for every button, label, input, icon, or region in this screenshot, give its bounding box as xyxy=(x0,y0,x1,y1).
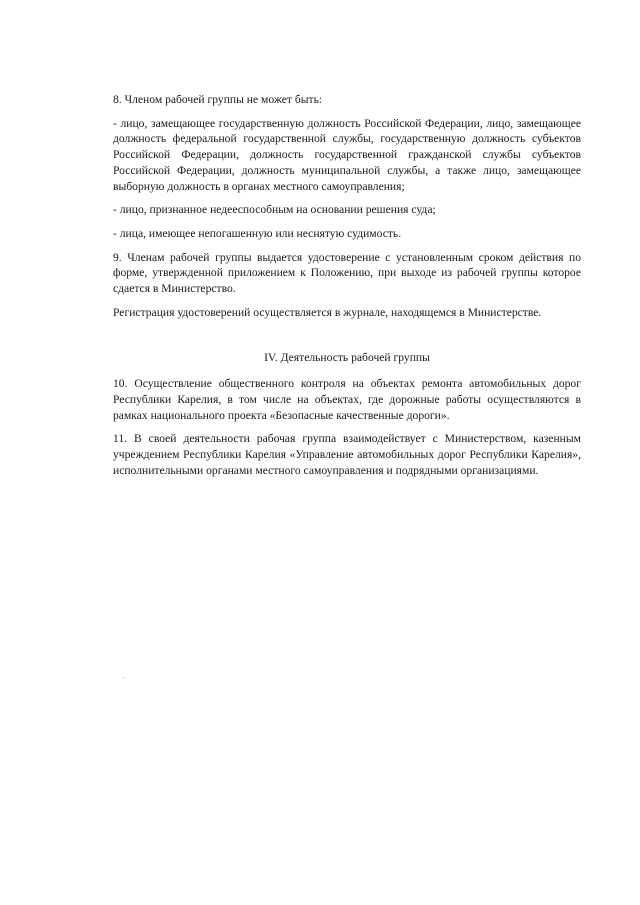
clause-11-paragraph: 11. В своей деятельности рабочая группа взаимодействует с Министерством, казенным учреждением Республики Карелия «Управление автомобильных дорог Республики Карелия», исполнительными органами местного самоуправления и подрядными организациями. xyxy=(113,432,581,477)
clause-9-paragraph: 9. Членам рабочей группы выдается удостоверение с установленным сроком действия по форме, утвержденной приложением к Положению, при выходе из рабочей группы которое сдается в Министерство. xyxy=(113,250,581,296)
clause-8-item-convicted: - лица, имеющее непогашенную или неснятую судимость. xyxy=(113,226,402,240)
certificate-registration-paragraph: Регистрация удостоверений осуществляется в журнале, находящемся в Министерстве. xyxy=(113,305,542,319)
clause-8-heading: 8. Членом рабочей группы не может быть: xyxy=(113,93,323,106)
clause-10-paragraph: 10. Осуществление общественного контроля на объектах ремонта автомобильных дорог Республики Карелия, в том числе на объектах, где дорожные работы осуществляются в рамках национального проекта «Безопасные качественные дороги». xyxy=(113,377,581,422)
clause-8-item-incapacitated: - лицо, признанное недееспособным на основании решения суда; xyxy=(113,203,436,217)
clause-8-item-officials: - лицо, замещающее государственную должность Российской Федерации, лицо, замещающее должность федеральной государственной службы, государственную должность субъектов Российской Федерации, должность государственной гражданской службы субъектов Российской Федерации, должность муниципальной службы, а также лицо, замещающее выборную должность в органах местного самоуправления; xyxy=(113,116,581,193)
document-body xyxy=(113,92,581,486)
section-heading: IV. Деятельность рабочей группы xyxy=(264,351,430,365)
scan-speck xyxy=(123,677,124,678)
